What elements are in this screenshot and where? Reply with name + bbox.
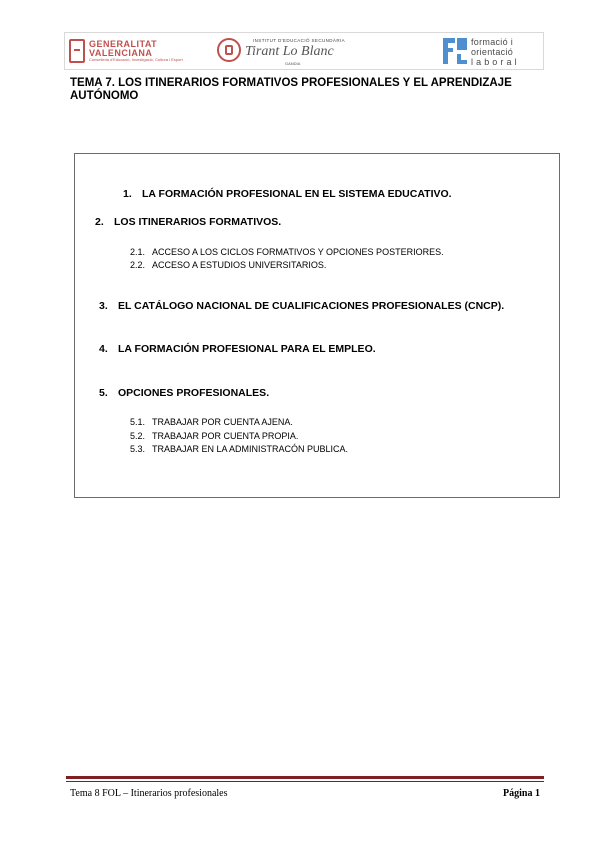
toc-subitem-2-1 bbox=[130, 247, 444, 257]
fol-emblem-icon bbox=[443, 38, 467, 64]
document-title: TEMA 7. LOS ITINERARIOS FORMATIVOS PROFESIONALES Y EL APRENDIZAJE AUTÓNOMO bbox=[70, 77, 512, 102]
toc-item-number: 3. bbox=[99, 300, 108, 312]
toc-item-text: LA FORMACIÓN PROFESIONAL EN EL SISTEMA EDUCATIVO. bbox=[142, 188, 452, 200]
tirant-logo-line1: INSTITUT D'EDUCACIÓ SECUNDÀRIA bbox=[253, 38, 346, 43]
toc-subitem-text: TRABAJAR EN LA ADMINISTRACÓN PUBLICA. bbox=[152, 444, 349, 454]
toc-subitem-number: 2.2. bbox=[130, 260, 146, 270]
toc-item-number: 2. bbox=[95, 216, 104, 228]
toc-subitem-number: 2.1. bbox=[130, 247, 146, 257]
tirant-logo-city: GANDIA bbox=[285, 61, 301, 66]
toc-subitem-text: ACCESO A LOS CICLOS FORMATIVOS Y OPCIONES POSTERIORES. bbox=[152, 247, 444, 257]
footer-rule-thick bbox=[66, 776, 544, 779]
toc-subitem-5-1 bbox=[130, 417, 293, 427]
footer-document-label: Tema 8 FOL – Itinerarios profesionales bbox=[70, 788, 228, 799]
toc-item-text: LOS ITINERARIOS FORMATIVOS. bbox=[114, 216, 282, 228]
fol-logo-line1: formació i bbox=[471, 37, 514, 47]
footer-page-number: Página 1 bbox=[503, 788, 540, 799]
generalitat-logo-line3: Conselleria d'Educació, Investigació, Cultura i Esport bbox=[89, 57, 183, 62]
tirant-logo-name: Tirant Lo Blanc bbox=[245, 44, 334, 59]
footer-rule-thin bbox=[66, 781, 544, 782]
generalitat-logo-line2: VALENCIANA bbox=[89, 48, 153, 58]
tirant-emblem-icon bbox=[217, 38, 241, 62]
toc-subitem-number: 5.2. bbox=[130, 431, 146, 441]
toc-subitem-number: 5.1. bbox=[130, 417, 146, 427]
toc-subitem-5-3 bbox=[130, 444, 348, 454]
generalitat-logo bbox=[69, 36, 189, 66]
toc-subitem-number: 5.3. bbox=[130, 444, 146, 454]
toc-subitem-2-2 bbox=[130, 260, 326, 270]
tirant-lo-blanc-logo bbox=[215, 36, 375, 66]
toc-item-4 bbox=[99, 343, 376, 355]
fol-logo-line3: l a b o r a l bbox=[471, 57, 517, 67]
toc-subitem-5-2 bbox=[130, 431, 298, 441]
table-of-contents bbox=[74, 153, 560, 498]
toc-item-number: 4. bbox=[99, 343, 108, 355]
toc-item-5 bbox=[99, 387, 269, 399]
toc-subitem-text: TRABAJAR POR CUENTA AJENA. bbox=[152, 417, 293, 427]
toc-item-text: LA FORMACIÓN PROFESIONAL PARA EL EMPLEO. bbox=[118, 343, 376, 355]
toc-item-number: 1. bbox=[123, 188, 132, 200]
toc-item-text: EL CATÁLOGO NACIONAL DE CUALIFICACIONES PROFESIONALES (CNCP). bbox=[118, 300, 505, 312]
fol-logo bbox=[443, 36, 543, 66]
toc-item-1 bbox=[123, 188, 452, 200]
toc-subitem-text: ACCESO A ESTUDIOS UNIVERSITARIOS. bbox=[152, 260, 327, 270]
toc-item-text: OPCIONES PROFESIONALES. bbox=[118, 387, 270, 399]
toc-item-2 bbox=[95, 216, 281, 228]
toc-item-3 bbox=[99, 300, 504, 312]
fol-logo-line2: orientació bbox=[471, 47, 514, 57]
page-header bbox=[64, 32, 544, 70]
generalitat-emblem-icon bbox=[69, 39, 85, 63]
toc-subitem-text: TRABAJAR POR CUENTA PROPIA. bbox=[152, 431, 299, 441]
toc-item-number: 5. bbox=[99, 387, 108, 399]
generalitat-logo-line1: GENERALITAT bbox=[89, 39, 158, 49]
